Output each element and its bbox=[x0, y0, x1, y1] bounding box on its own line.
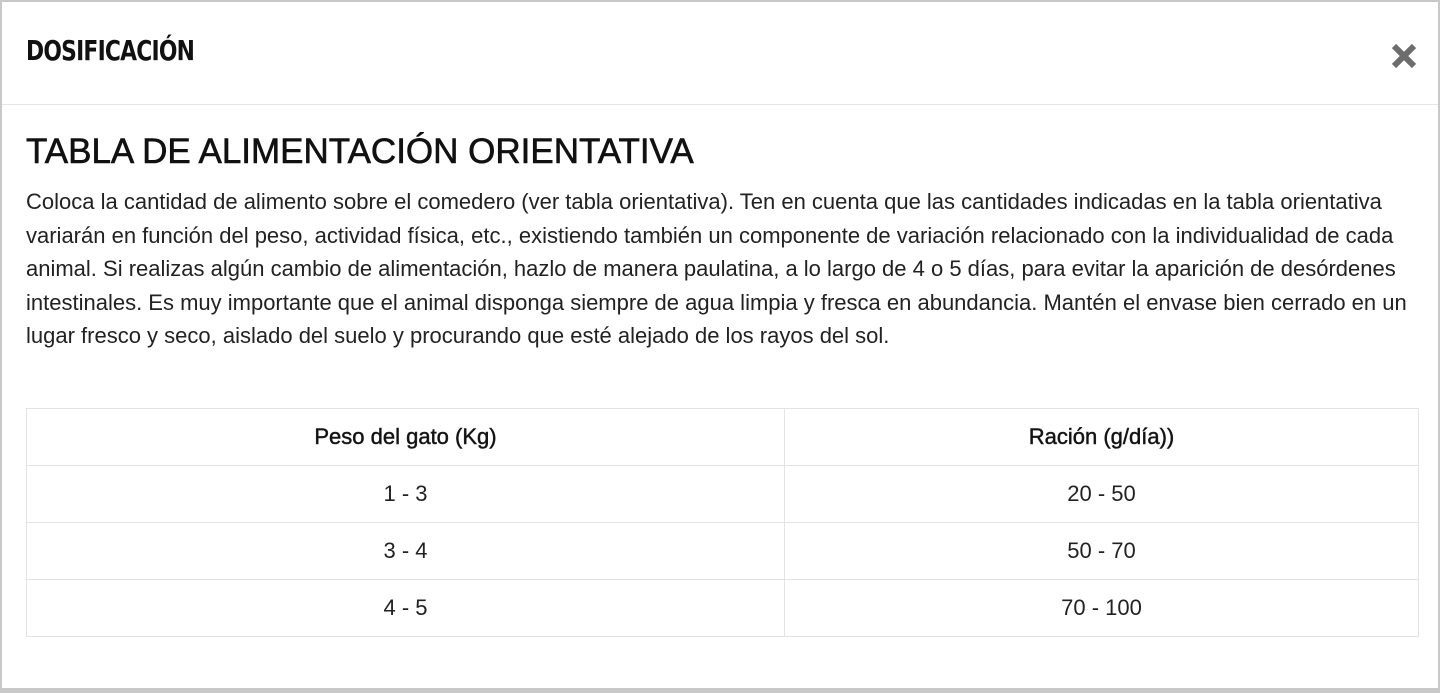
table-row bbox=[27, 523, 1419, 580]
cell-weight: 1 - 3 bbox=[27, 466, 785, 523]
cell-weight: 3 - 4 bbox=[27, 523, 785, 580]
close-button[interactable] bbox=[1384, 36, 1424, 76]
cell-ration: 70 - 100 bbox=[785, 580, 1419, 637]
table-row bbox=[27, 580, 1419, 637]
description-text: Coloca la cantidad de alimento sobre el comedero (ver tabla orientativa). Ten en cuenta que las cantidades indicadas en la tabla orientativa variarán en función del peso, actividad física, etc., existiendo también un componente de variación relacionado con la individualidad de cada animal. Si realizas algún cambio de alimentación, hazlo de manera paulatina, a lo largo de 4 o 5 días, para evitar la aparición de desórdenes intestinales. Es muy importante que el animal disponga siempre de agua limpia y fresca en abundancia. Mantén el envase bien cerrado en un lugar fresco y seco, aislado del suelo y procurando que esté alejado de los rayos del sol. bbox=[26, 189, 1407, 348]
feeding-table bbox=[26, 408, 1419, 637]
modal-title: DOSIFICACIÓN bbox=[26, 34, 195, 67]
table-header-row bbox=[27, 409, 1419, 466]
header-cat-weight: Peso del gato (Kg) bbox=[27, 409, 785, 466]
header-ration: Ración (g/día)) bbox=[785, 409, 1419, 466]
section-title: TABLA DE ALIMENTACIÓN ORIENTATIVA bbox=[26, 132, 694, 171]
close-icon bbox=[1384, 36, 1424, 76]
modal-header bbox=[2, 2, 1438, 105]
cell-weight: 4 - 5 bbox=[27, 580, 785, 637]
cell-ration: 20 - 50 bbox=[785, 466, 1419, 523]
dosage-modal bbox=[2, 2, 1438, 688]
table-row bbox=[27, 466, 1419, 523]
cell-ration: 50 - 70 bbox=[785, 523, 1419, 580]
